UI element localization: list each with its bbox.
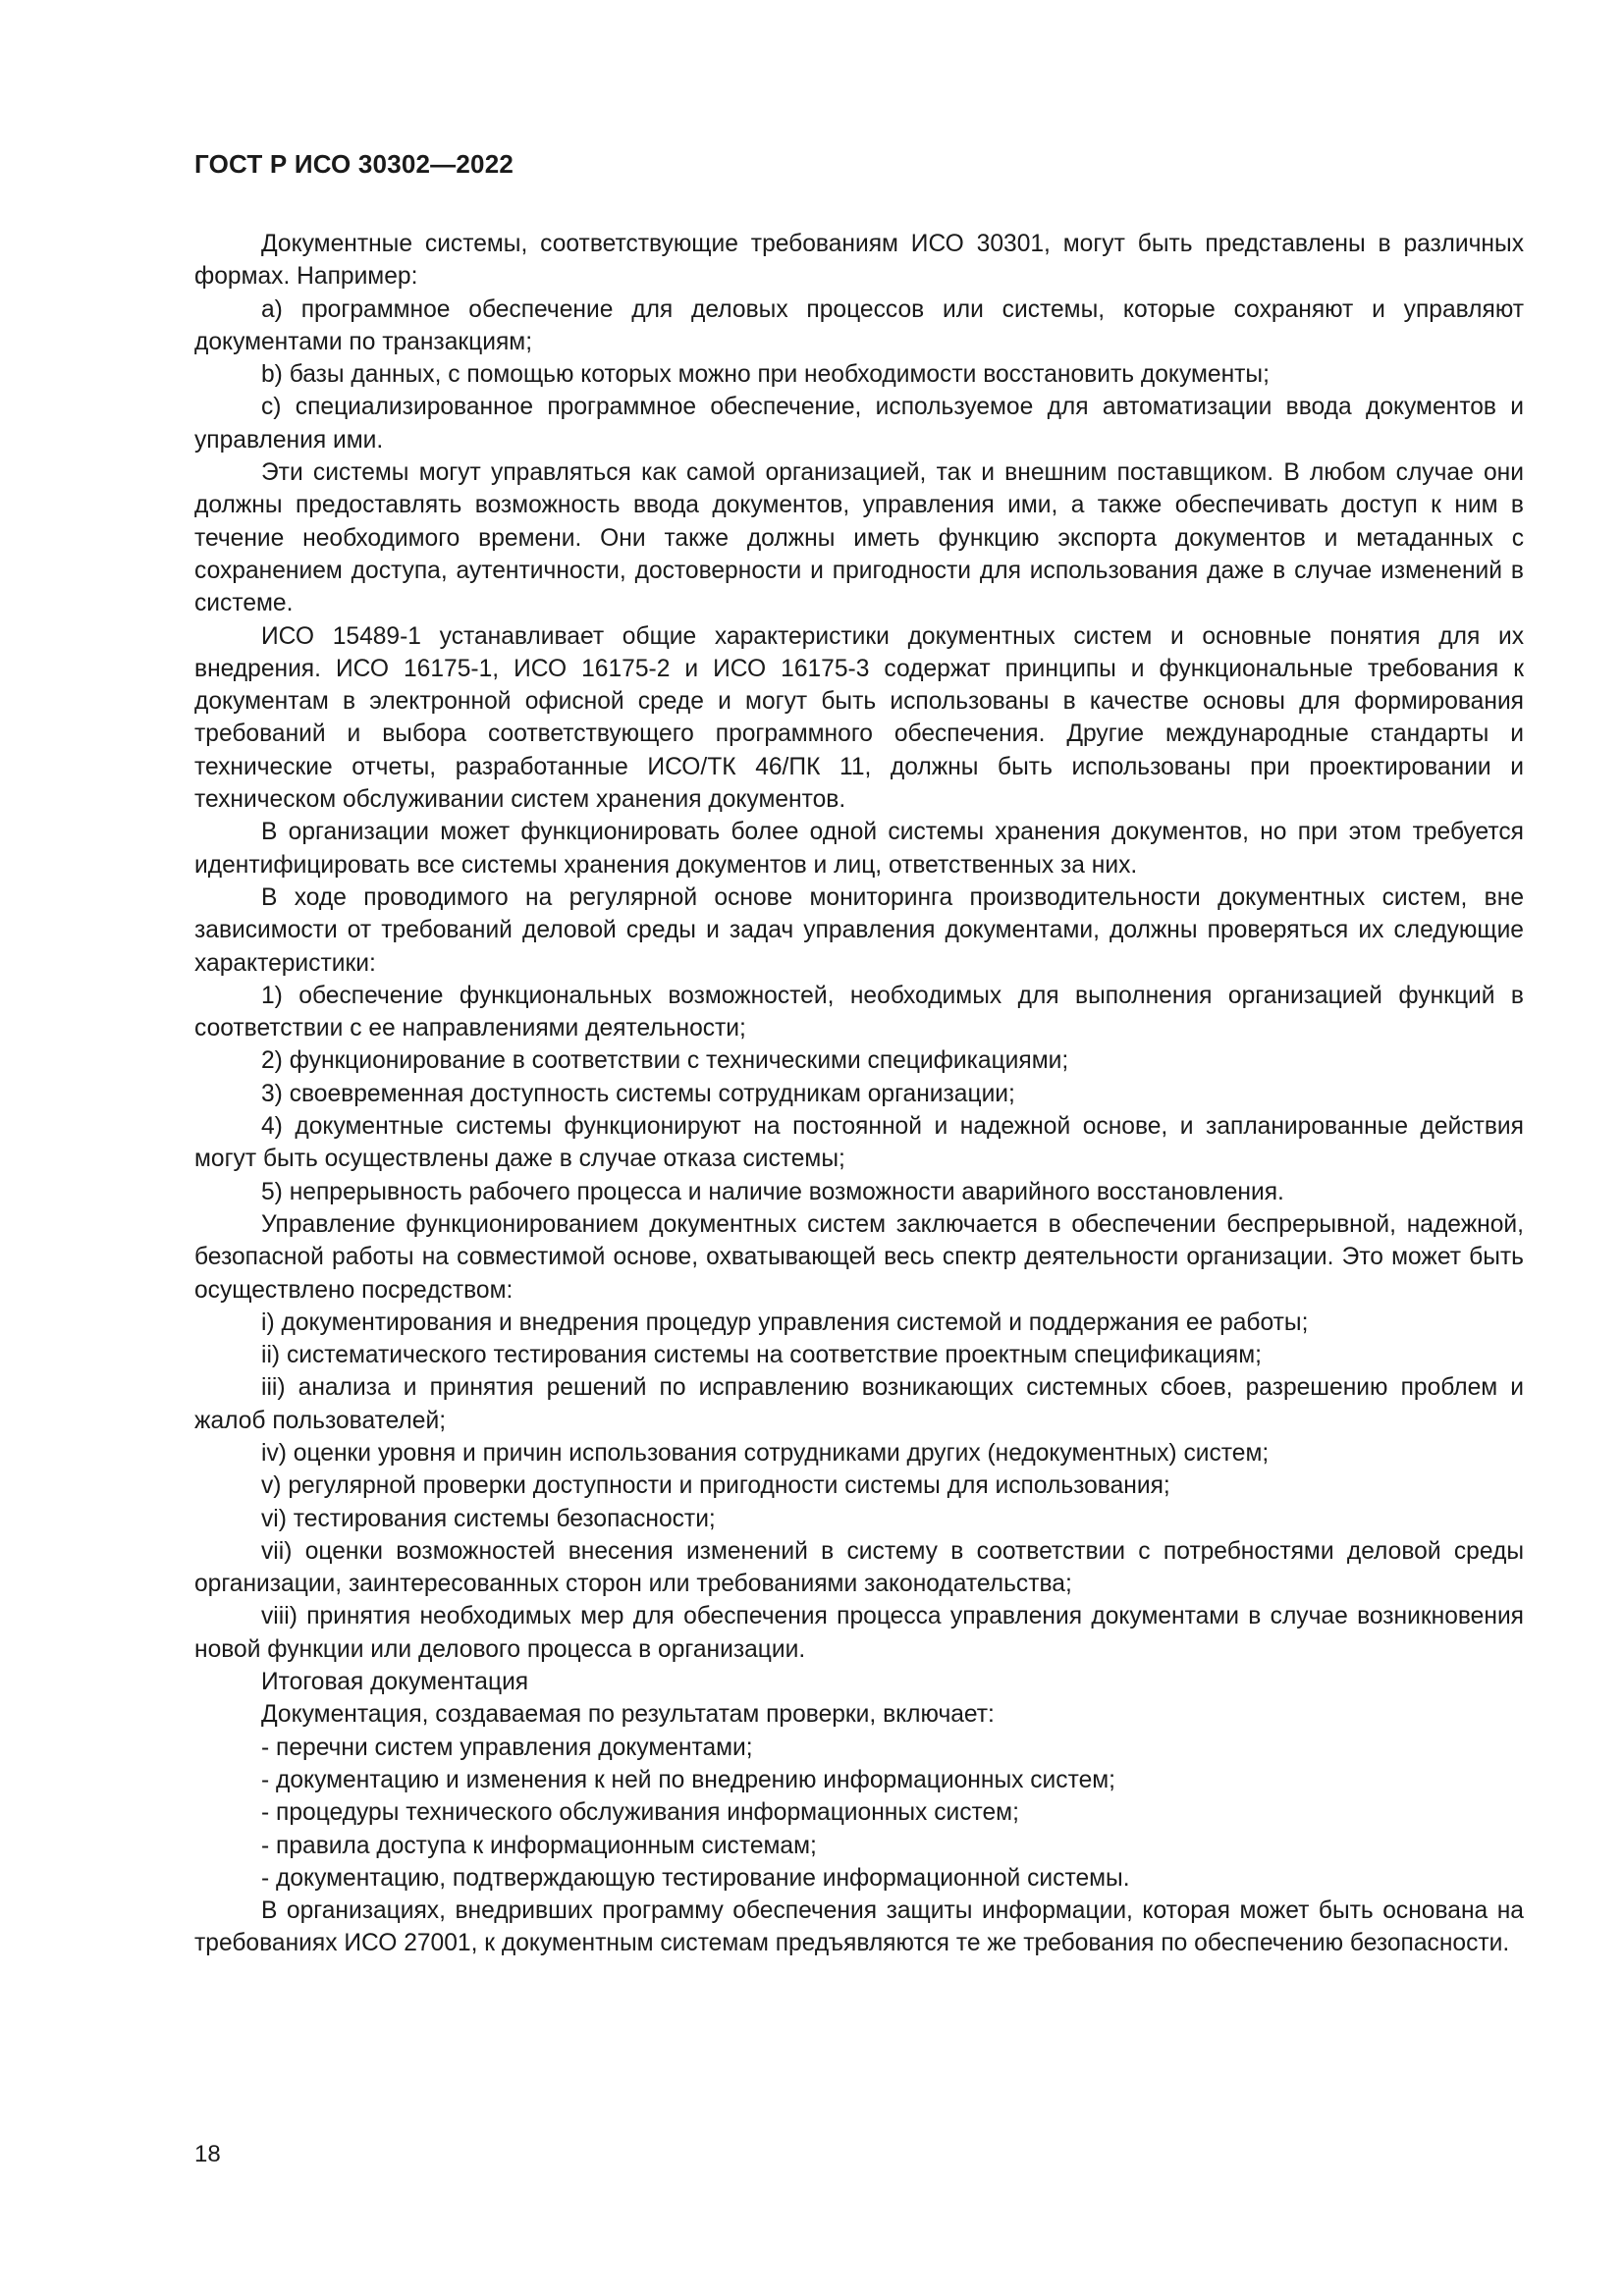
list-item: ii) систематического тестирования системы на соответствие проектным спецификациям; [261,1342,1262,1369]
page-number: 18 [194,2141,221,2167]
paragraph: Эти системы могут управляться как самой организацией, так и внешним поставщиком. В любом случае они должны предоставлять возможность ввода документов, управления ими, а также обеспечивать доступ к ним в течение необходимого времени. Они также должны иметь функцию экспорта документов и метаданных с сохранением доступа, аутентичности, достоверности и пригодности для использования даже в случае изменений в системе. [194,459,1524,617]
list-item: a) программное обеспечение для деловых процессов или системы, которые сохраняют и управляют документами по транзакциям; [194,295,1524,355]
paragraph: Документация, создаваемая по результатам проверки, включает: [261,1701,995,1729]
list-item: 4) документные системы функционируют на постоянной и надежной основе, и запланированные действия могут быть осуществлены даже в случае отказа системы; [194,1113,1524,1173]
list-item: viii) принятия необходимых мер для обеспечения процесса управления документами в случае возникновения новой функции или делового процесса в организации. [194,1603,1524,1663]
list-item: iv) оценки уровня и причин использования сотрудниками других (недокументных) систем; [261,1439,1270,1467]
list-item: vi) тестирования системы безопасности; [261,1505,716,1532]
list-item: i) документирования и внедрения процедур управления системой и поддержания ее работы; [261,1308,1309,1336]
list-item: 2) функционирование в соответствии с техническими спецификациями; [261,1047,1069,1075]
list-item: vii) оценки возможностей внесения изменений в систему в соответствии с потребностями деловой среды организации, заинтересованных сторон или требованиями законодательства; [194,1537,1524,1598]
paragraph: В ходе проводимого на регулярной основе мониторинга производительности документных систем, вне зависимости от требований деловой среды и задач управления документами, должны проверяться их следующие характеристики: [194,883,1524,977]
section-heading: Итоговая документация [261,1669,529,1696]
list-item: b) базы данных, с помощью которых можно при необходимости восстановить документы; [261,361,1270,389]
bullet-item: - перечни систем управления документами; [261,1734,753,1761]
list-item: 3) своевременная доступность системы сотрудникам организации; [261,1080,1015,1107]
document-body [194,228,1524,1960]
paragraph: В организации может функционировать более одной системы хранения документов, но при этом требуется идентифицировать все системы хранения документов и лиц, ответственных за них. [194,819,1524,879]
bullet-item: - правила доступа к информационным системам; [261,1832,817,1859]
list-item: 5) непрерывность рабочего процесса и наличие возможности аварийного восстановления. [261,1178,1284,1205]
list-item: v) регулярной проверки доступности и пригодности системы для использования; [261,1472,1170,1500]
paragraph: В организациях, внедривших программу обеспечения защиты информации, которая может быть основана на требованиях ИСО 27001, к документным системам предъявляются те же требования по обеспечению безопасности. [194,1897,1524,1957]
paragraph: Управление функционированием документных систем заключается в обеспечении беспрерывной, надежной, безопасной работы на совместимой основе, охватывающей весь спектр деятельности организации. Это может быть осуществлено посредством: [194,1210,1524,1304]
list-item: 1) обеспечение функциональных возможностей, необходимых для выполнения организацией функций в соответствии с ее направлениями деятельности; [194,982,1524,1042]
paragraph: ИСО 15489-1 устанавливает общие характеристики документных систем и основные понятия для их внедрения. ИСО 16175-1, ИСО 16175-2 и ИСО 16175-3 содержат принципы и функциональные требования к документам в электронной офисной среде и могут быть использованы в качестве основы для формирования требований и выбора соответствующего программного обеспечения. Другие международные стандарты и технические отчеты, разработанные ИСО/ТК 46/ПК 11, должны быть использованы при проектировании и техническом обслуживании систем хранения документов. [194,622,1524,814]
list-item: iii) анализа и принятия решений по исправлению возникающих системных сбоев, разрешению проблем и жалоб пользователей; [194,1374,1524,1434]
list-item: c) специализированное программное обеспечение, используемое для автоматизации ввода документов и управления ими. [194,394,1524,454]
bullet-item: - процедуры технического обслуживания информационных систем; [261,1799,1019,1827]
bullet-item: - документацию и изменения к ней по внедрению информационных систем; [261,1766,1115,1793]
paragraph: Документные системы, соответствующие требованиям ИСО 30301, могут быть представлены в различных формах. Например: [194,231,1524,291]
bullet-item: - документацию, подтверждающую тестирование информационной системы. [261,1864,1130,1892]
document-header: ГОСТ Р ИСО 30302—2022 [194,149,514,179]
